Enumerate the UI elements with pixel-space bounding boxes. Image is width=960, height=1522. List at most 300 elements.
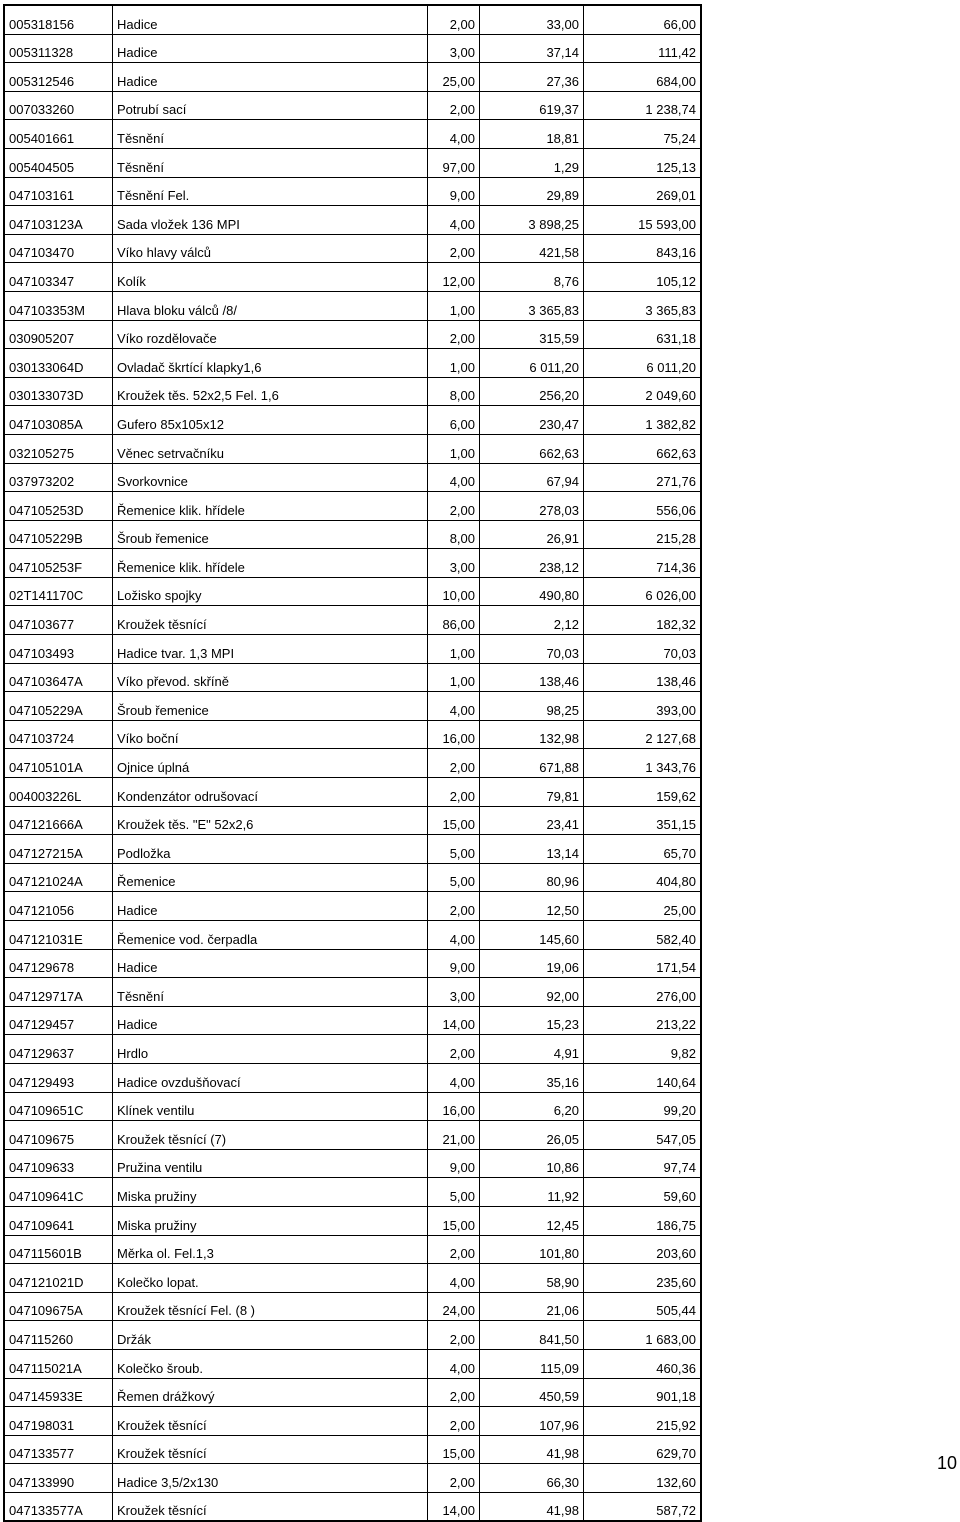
part-name-cell: Těsnění	[113, 148, 428, 177]
total-price-cell: 75,24	[584, 120, 702, 149]
total-price-cell: 629,70	[584, 1435, 702, 1464]
part-name-cell: Kroužek těsnící	[113, 606, 428, 635]
table-row	[4, 949, 701, 978]
part-name-cell: Ložisko spojky	[113, 577, 428, 606]
unit-price-cell: 3 365,83	[480, 291, 584, 320]
part-code-cell: 047105101A	[4, 749, 113, 778]
unit-price-cell: 15,23	[480, 1006, 584, 1035]
part-name-cell: Hadice	[113, 1006, 428, 1035]
part-name-cell: Podložka	[113, 835, 428, 864]
part-name-cell: Šroub řemenice	[113, 520, 428, 549]
unit-price-cell: 3 898,25	[480, 206, 584, 235]
part-code-cell: 007033260	[4, 91, 113, 120]
part-code-cell: 047103647A	[4, 663, 113, 692]
part-code-cell: 047105253F	[4, 549, 113, 578]
part-name-cell: Pružina ventilu	[113, 1149, 428, 1178]
part-code-cell: 047103677	[4, 606, 113, 635]
part-name-cell: Klínek ventilu	[113, 1092, 428, 1121]
quantity-cell: 12,00	[428, 263, 480, 292]
quantity-cell: 5,00	[428, 1178, 480, 1207]
part-code-cell: 047121056	[4, 892, 113, 921]
unit-price-cell: 450,59	[480, 1378, 584, 1407]
total-price-cell: 213,22	[584, 1006, 702, 1035]
unit-price-cell: 27,36	[480, 63, 584, 92]
part-code-cell: 004003226L	[4, 778, 113, 807]
unit-price-cell: 29,89	[480, 177, 584, 206]
part-code-cell: 047103493	[4, 635, 113, 664]
quantity-cell: 3,00	[428, 34, 480, 63]
part-name-cell: Ojnice úplná	[113, 749, 428, 778]
total-price-cell: 505,44	[584, 1292, 702, 1321]
unit-price-cell: 132,98	[480, 720, 584, 749]
part-name-cell: Potrubí sací	[113, 91, 428, 120]
total-price-cell: 59,60	[584, 1178, 702, 1207]
unit-price-cell: 35,16	[480, 1063, 584, 1092]
part-name-cell: Držák	[113, 1321, 428, 1350]
total-price-cell: 1 683,00	[584, 1321, 702, 1350]
unit-price-cell: 2,12	[480, 606, 584, 635]
quantity-cell: 16,00	[428, 1092, 480, 1121]
part-name-cell: Hadice	[113, 63, 428, 92]
page-number: 10	[936, 1453, 957, 1473]
table-row	[4, 549, 701, 578]
total-price-cell: 662,63	[584, 434, 702, 463]
part-name-cell: Kroužek těsnící (7)	[113, 1121, 428, 1150]
part-code-cell: 005311328	[4, 34, 113, 63]
quantity-cell: 86,00	[428, 606, 480, 635]
unit-price-cell: 10,86	[480, 1149, 584, 1178]
unit-price-cell: 67,94	[480, 463, 584, 492]
table-row	[4, 492, 701, 521]
total-price-cell: 276,00	[584, 978, 702, 1007]
part-code-cell: 047109675A	[4, 1292, 113, 1321]
part-name-cell: Miska pružiny	[113, 1178, 428, 1207]
total-price-cell: 556,06	[584, 492, 702, 521]
unit-price-cell: 23,41	[480, 806, 584, 835]
total-price-cell: 2 127,68	[584, 720, 702, 749]
unit-price-cell: 19,06	[480, 949, 584, 978]
part-code-cell: 047129717A	[4, 978, 113, 1007]
unit-price-cell: 37,14	[480, 34, 584, 63]
unit-price-cell: 26,91	[480, 520, 584, 549]
total-price-cell: 171,54	[584, 949, 702, 978]
quantity-cell: 2,00	[428, 492, 480, 521]
table-row	[4, 835, 701, 864]
quantity-cell: 9,00	[428, 1149, 480, 1178]
unit-price-cell: 238,12	[480, 549, 584, 578]
unit-price-cell: 138,46	[480, 663, 584, 692]
unit-price-cell: 619,37	[480, 91, 584, 120]
part-code-cell: 047103085A	[4, 406, 113, 435]
table-row	[4, 577, 701, 606]
quantity-cell: 1,00	[428, 635, 480, 664]
part-code-cell: 047105229B	[4, 520, 113, 549]
table-row	[4, 291, 701, 320]
part-code-cell: 005318156	[4, 5, 113, 34]
total-price-cell: 203,60	[584, 1235, 702, 1264]
table-row	[4, 892, 701, 921]
unit-price-cell: 8,76	[480, 263, 584, 292]
table-row	[4, 635, 701, 664]
part-code-cell: 047127215A	[4, 835, 113, 864]
part-name-cell: Hadice	[113, 949, 428, 978]
table-row	[4, 1006, 701, 1035]
table-row	[4, 234, 701, 263]
unit-price-cell: 841,50	[480, 1321, 584, 1350]
part-name-cell: Ovladač škrtící klapky1,6	[113, 349, 428, 378]
total-price-cell: 351,15	[584, 806, 702, 835]
quantity-cell: 1,00	[428, 349, 480, 378]
part-code-cell: 02T141170C	[4, 577, 113, 606]
unit-price-cell: 315,59	[480, 320, 584, 349]
part-name-cell: Hadice	[113, 34, 428, 63]
table-row	[4, 206, 701, 235]
part-name-cell: Věnec setrvačníku	[113, 434, 428, 463]
unit-price-cell: 145,60	[480, 921, 584, 950]
part-name-cell: Gufero 85x105x12	[113, 406, 428, 435]
table-row	[4, 978, 701, 1007]
part-code-cell: 005312546	[4, 63, 113, 92]
unit-price-cell: 490,80	[480, 577, 584, 606]
total-price-cell: 235,60	[584, 1264, 702, 1293]
total-price-cell: 132,60	[584, 1464, 702, 1493]
unit-price-cell: 421,58	[480, 234, 584, 263]
part-code-cell: 047115021A	[4, 1349, 113, 1378]
part-code-cell: 047129457	[4, 1006, 113, 1035]
unit-price-cell: 278,03	[480, 492, 584, 521]
part-code-cell: 047129678	[4, 949, 113, 978]
part-code-cell: 047109651C	[4, 1092, 113, 1121]
part-code-cell: 005404505	[4, 148, 113, 177]
total-price-cell: 138,46	[584, 663, 702, 692]
unit-price-cell: 41,98	[480, 1435, 584, 1464]
total-price-cell: 215,92	[584, 1407, 702, 1436]
part-code-cell: 005401661	[4, 120, 113, 149]
unit-price-cell: 671,88	[480, 749, 584, 778]
part-name-cell: Hadice tvar. 1,3 MPI	[113, 635, 428, 664]
part-name-cell: Těsnění Fel.	[113, 177, 428, 206]
table-row	[4, 778, 701, 807]
table-row	[4, 1378, 701, 1407]
table-row	[4, 1235, 701, 1264]
part-name-cell: Hlava bloku válců /8/	[113, 291, 428, 320]
total-price-cell: 9,82	[584, 1035, 702, 1064]
part-name-cell: Víko převod. skříně	[113, 663, 428, 692]
part-code-cell: 047103353M	[4, 291, 113, 320]
unit-price-cell: 662,63	[480, 434, 584, 463]
unit-price-cell: 1,29	[480, 148, 584, 177]
total-price-cell: 111,42	[584, 34, 702, 63]
unit-price-cell: 26,05	[480, 1121, 584, 1150]
unit-price-cell: 98,25	[480, 692, 584, 721]
quantity-cell: 8,00	[428, 377, 480, 406]
unit-price-cell: 6,20	[480, 1092, 584, 1121]
table-row	[4, 863, 701, 892]
table-row	[4, 148, 701, 177]
total-price-cell: 269,01	[584, 177, 702, 206]
table-row	[4, 1464, 701, 1493]
unit-price-cell: 230,47	[480, 406, 584, 435]
quantity-cell: 5,00	[428, 835, 480, 864]
part-name-cell: Kroužek těsnící	[113, 1435, 428, 1464]
part-name-cell: Hadice	[113, 5, 428, 34]
quantity-cell: 8,00	[428, 520, 480, 549]
part-code-cell: 047129637	[4, 1035, 113, 1064]
table-row	[4, 663, 701, 692]
unit-price-cell: 11,92	[480, 1178, 584, 1207]
part-name-cell: Kroužek těsnící Fel. (8 )	[113, 1292, 428, 1321]
unit-price-cell: 33,00	[480, 5, 584, 34]
quantity-cell: 10,00	[428, 577, 480, 606]
quantity-cell: 15,00	[428, 1206, 480, 1235]
quantity-cell: 3,00	[428, 549, 480, 578]
part-name-cell: Kroužek těsnící	[113, 1492, 428, 1521]
table-row	[4, 1321, 701, 1350]
total-price-cell: 1 343,76	[584, 749, 702, 778]
table-row	[4, 320, 701, 349]
part-name-cell: Kolečko šroub.	[113, 1349, 428, 1378]
unit-price-cell: 80,96	[480, 863, 584, 892]
part-name-cell: Hadice 3,5/2x130	[113, 1464, 428, 1493]
part-code-cell: 047103123A	[4, 206, 113, 235]
part-code-cell: 047109641	[4, 1206, 113, 1235]
quantity-cell: 1,00	[428, 663, 480, 692]
part-name-cell: Řemenice	[113, 863, 428, 892]
unit-price-cell: 107,96	[480, 1407, 584, 1436]
part-name-cell: Hadice ovzdušňovací	[113, 1063, 428, 1092]
table-row	[4, 806, 701, 835]
table-row	[4, 1407, 701, 1436]
part-name-cell: Sada vložek 136 MPI	[113, 206, 428, 235]
total-price-cell: 66,00	[584, 5, 702, 34]
quantity-cell: 2,00	[428, 778, 480, 807]
total-price-cell: 1 238,74	[584, 91, 702, 120]
table-row	[4, 63, 701, 92]
quantity-cell: 4,00	[428, 206, 480, 235]
total-price-cell: 15 593,00	[584, 206, 702, 235]
parts-table	[3, 4, 702, 1522]
quantity-cell: 15,00	[428, 1435, 480, 1464]
table-row	[4, 349, 701, 378]
part-code-cell: 032105275	[4, 434, 113, 463]
part-code-cell: 047133990	[4, 1464, 113, 1493]
table-row	[4, 1063, 701, 1092]
part-name-cell: Kroužek těs. "E" 52x2,6	[113, 806, 428, 835]
part-code-cell: 030133064D	[4, 349, 113, 378]
table-row	[4, 34, 701, 63]
total-price-cell: 271,76	[584, 463, 702, 492]
table-row	[4, 177, 701, 206]
quantity-cell: 1,00	[428, 291, 480, 320]
total-price-cell: 6 026,00	[584, 577, 702, 606]
total-price-cell: 125,13	[584, 148, 702, 177]
quantity-cell: 6,00	[428, 406, 480, 435]
table-row	[4, 921, 701, 950]
quantity-cell: 2,00	[428, 320, 480, 349]
total-price-cell: 186,75	[584, 1206, 702, 1235]
quantity-cell: 2,00	[428, 749, 480, 778]
unit-price-cell: 79,81	[480, 778, 584, 807]
quantity-cell: 4,00	[428, 1063, 480, 1092]
quantity-cell: 2,00	[428, 1321, 480, 1350]
quantity-cell: 2,00	[428, 1407, 480, 1436]
unit-price-cell: 21,06	[480, 1292, 584, 1321]
total-price-cell: 587,72	[584, 1492, 702, 1521]
quantity-cell: 2,00	[428, 5, 480, 34]
table-row	[4, 1349, 701, 1378]
table-row	[4, 606, 701, 635]
total-price-cell: 70,03	[584, 635, 702, 664]
part-code-cell: 047115601B	[4, 1235, 113, 1264]
part-code-cell: 047103161	[4, 177, 113, 206]
quantity-cell: 1,00	[428, 434, 480, 463]
part-name-cell: Svorkovnice	[113, 463, 428, 492]
part-name-cell: Těsnění	[113, 120, 428, 149]
quantity-cell: 21,00	[428, 1121, 480, 1150]
part-code-cell: 047198031	[4, 1407, 113, 1436]
total-price-cell: 65,70	[584, 835, 702, 864]
part-name-cell: Řemen drážkový	[113, 1378, 428, 1407]
part-code-cell: 030905207	[4, 320, 113, 349]
quantity-cell: 4,00	[428, 1349, 480, 1378]
unit-price-cell: 92,00	[480, 978, 584, 1007]
unit-price-cell: 12,45	[480, 1206, 584, 1235]
table-row	[4, 1149, 701, 1178]
table-row	[4, 720, 701, 749]
part-name-cell: Kolečko lopat.	[113, 1264, 428, 1293]
total-price-cell: 714,36	[584, 549, 702, 578]
part-code-cell: 047109633	[4, 1149, 113, 1178]
total-price-cell: 901,18	[584, 1378, 702, 1407]
part-code-cell: 047121024A	[4, 863, 113, 892]
table-row	[4, 520, 701, 549]
total-price-cell: 582,40	[584, 921, 702, 950]
part-name-cell: Víko rozdělovače	[113, 320, 428, 349]
unit-price-cell: 115,09	[480, 1349, 584, 1378]
part-name-cell: Těsnění	[113, 978, 428, 1007]
part-code-cell: 047103724	[4, 720, 113, 749]
quantity-cell: 2,00	[428, 892, 480, 921]
quantity-cell: 97,00	[428, 148, 480, 177]
table-row	[4, 749, 701, 778]
unit-price-cell: 256,20	[480, 377, 584, 406]
part-code-cell: 047103470	[4, 234, 113, 263]
total-price-cell: 97,74	[584, 1149, 702, 1178]
total-price-cell: 3 365,83	[584, 291, 702, 320]
quantity-cell: 4,00	[428, 692, 480, 721]
total-price-cell: 105,12	[584, 263, 702, 292]
total-price-cell: 2 049,60	[584, 377, 702, 406]
part-code-cell: 047145933E	[4, 1378, 113, 1407]
part-code-cell: 047109675	[4, 1121, 113, 1150]
table-row	[4, 1121, 701, 1150]
quantity-cell: 4,00	[428, 120, 480, 149]
part-code-cell: 047129493	[4, 1063, 113, 1092]
part-name-cell: Měrka ol. Fel.1,3	[113, 1235, 428, 1264]
quantity-cell: 2,00	[428, 1035, 480, 1064]
table-row	[4, 1092, 701, 1121]
table-row	[4, 1035, 701, 1064]
part-name-cell: Hrdlo	[113, 1035, 428, 1064]
part-code-cell: 047105253D	[4, 492, 113, 521]
total-price-cell: 547,05	[584, 1121, 702, 1150]
part-name-cell: Víko hlavy válců	[113, 234, 428, 263]
part-code-cell: 047105229A	[4, 692, 113, 721]
unit-price-cell: 13,14	[480, 835, 584, 864]
quantity-cell: 24,00	[428, 1292, 480, 1321]
total-price-cell: 460,36	[584, 1349, 702, 1378]
table-row	[4, 1435, 701, 1464]
part-name-cell: Hadice	[113, 892, 428, 921]
table-row	[4, 406, 701, 435]
table-row	[4, 1206, 701, 1235]
table-row	[4, 120, 701, 149]
part-name-cell: Kondenzátor odrušovací	[113, 778, 428, 807]
quantity-cell: 4,00	[428, 921, 480, 950]
unit-price-cell: 101,80	[480, 1235, 584, 1264]
quantity-cell: 14,00	[428, 1006, 480, 1035]
table-row	[4, 263, 701, 292]
quantity-cell: 2,00	[428, 1235, 480, 1264]
part-code-cell: 037973202	[4, 463, 113, 492]
table-row	[4, 5, 701, 34]
part-code-cell: 047121031E	[4, 921, 113, 950]
part-name-cell: Kolík	[113, 263, 428, 292]
quantity-cell: 16,00	[428, 720, 480, 749]
table-row	[4, 377, 701, 406]
total-price-cell: 404,80	[584, 863, 702, 892]
part-code-cell: 047121666A	[4, 806, 113, 835]
quantity-cell: 25,00	[428, 63, 480, 92]
part-name-cell: Kroužek těsnící	[113, 1407, 428, 1436]
quantity-cell: 4,00	[428, 1264, 480, 1293]
part-code-cell: 047115260	[4, 1321, 113, 1350]
unit-price-cell: 12,50	[480, 892, 584, 921]
quantity-cell: 5,00	[428, 863, 480, 892]
parts-table-body	[4, 5, 701, 1521]
part-name-cell: Řemenice klik. hřídele	[113, 549, 428, 578]
part-code-cell: 047121021D	[4, 1264, 113, 1293]
total-price-cell: 215,28	[584, 520, 702, 549]
part-name-cell: Řemenice klik. hřídele	[113, 492, 428, 521]
part-name-cell: Kroužek těs. 52x2,5 Fel. 1,6	[113, 377, 428, 406]
quantity-cell: 2,00	[428, 234, 480, 263]
quantity-cell: 15,00	[428, 806, 480, 835]
quantity-cell: 9,00	[428, 949, 480, 978]
total-price-cell: 99,20	[584, 1092, 702, 1121]
part-name-cell: Řemenice vod. čerpadla	[113, 921, 428, 950]
unit-price-cell: 66,30	[480, 1464, 584, 1493]
total-price-cell: 159,62	[584, 778, 702, 807]
part-name-cell: Víko boční	[113, 720, 428, 749]
total-price-cell: 1 382,82	[584, 406, 702, 435]
part-code-cell: 047103347	[4, 263, 113, 292]
table-row	[4, 1264, 701, 1293]
table-row	[4, 463, 701, 492]
total-price-cell: 393,00	[584, 692, 702, 721]
unit-price-cell: 18,81	[480, 120, 584, 149]
table-row	[4, 692, 701, 721]
total-price-cell: 631,18	[584, 320, 702, 349]
quantity-cell: 4,00	[428, 463, 480, 492]
total-price-cell: 140,64	[584, 1063, 702, 1092]
quantity-cell: 9,00	[428, 177, 480, 206]
part-code-cell: 047133577	[4, 1435, 113, 1464]
table-row	[4, 434, 701, 463]
part-name-cell: Šroub řemenice	[113, 692, 428, 721]
table-row	[4, 91, 701, 120]
unit-price-cell: 41,98	[480, 1492, 584, 1521]
